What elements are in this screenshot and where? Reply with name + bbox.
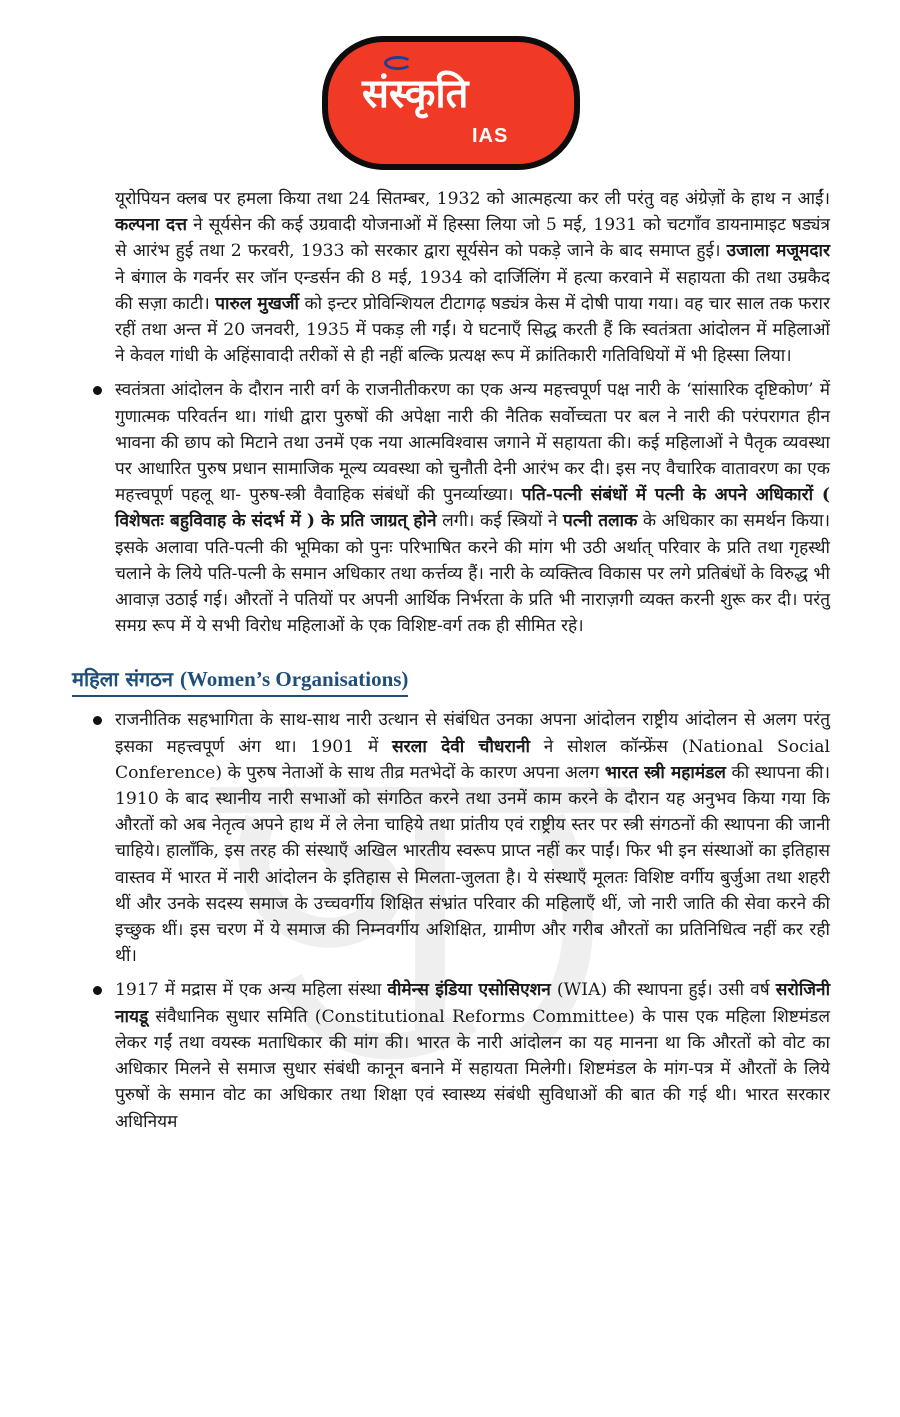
text-run: (WIA) की स्थापना हुई। उसी वर्ष	[550, 980, 776, 1001]
paragraph	[115, 186, 830, 369]
document-body	[0, 186, 900, 1143]
text-run: ने सोशल कॉन्फ्रेंस (National Social Conference) के पुरुष नेताओं के साथ तीव्र मतभेदों के कारण अपना अलग	[115, 736, 830, 783]
bold-term: भारत स्त्री महामंडल	[604, 762, 726, 783]
text-run: ने सूर्यसेन की कई उग्रवादी योजनाओं में हिस्सा लिया जो 5 मई, 1931 को चटगाँव डायनामाइट षड्यंत्र से आरंभ हुई तथा 2 फरवरी, 1933 को सरकार द्वारा सूर्यसेन को पकड़े जाने के बाद समाप्त हुई।	[115, 215, 830, 262]
logo-name: संस्कृति	[362, 71, 469, 117]
bullet-paragraph	[115, 977, 830, 1134]
section-heading-english: (Women’s Organisations)	[179, 667, 409, 692]
text-run: लगी। कई स्त्रियों ने	[436, 511, 564, 532]
intro-paragraphs	[0, 186, 900, 639]
bullet-paragraph	[115, 377, 830, 639]
bullet-paragraph	[115, 707, 830, 969]
section-heading-hindi: महिला संगठन	[72, 667, 180, 692]
text-run: की स्थापना की। 1910 के बाद स्थानीय नारी सभाओं को संगठित करने तथा उनमें काम करने के दौरान यह अनुभव किया गया कि औरतों को अब नेतृत्व अपने हाथ में ले लेना चाहिये तथा प्रांतीय एवं राष्ट्रीय स्तर पर स्त्री संगठनों की स्थापना की जानी चाहिये। हालाँकि, इस तरह की संस्थाएँ अखिल भारतीय स्वरूप प्राप्त नहीं कर पाईं। फिर भी इन संस्थाओं का इतिहास वास्तव में भारत में नारी आंदोलन के इतिहास से मिलता-जुलता है। ये संस्थाएँ मूलतः विशिष्ट वर्गीय बुर्जुआ तथा शहरी थीं और उनके सदस्य समाज के उच्चवर्गीय शिक्षित संभ्रांत परिवार की महिलाएँ थीं, जो नारी जाति की सेवा करने की इच्छुक थीं। इस चरण में ये समाज की निम्नवर्गीय अशिक्षित, ग्रामीण और गरीब औरतों का प्रतिनिधित्व नहीं कर रही थीं।	[115, 762, 830, 967]
bullet-icon	[93, 386, 102, 395]
text-run: संवैधानिक सुधार समिति (Constitutional Reforms Committee) के पास एक महिला शिष्टमंडल लेकर गईं तथा वयस्क मताधिकार की मांग की। भारत के नारी आंदोलन का यह मानना था कि औरतों को वोट का अधिकार मिलने से समाज सुधार संबंधी कानून बनाने में सहायता मिलेगी। शिष्टमंडल के मांग-पत्र में औरतों के लिये पुरुषों के समान वोट का अधिकार तथा शिक्षा एवं स्वास्थ्य संबंधी सुविधाओं की बात की गई थी। भारत सरकार अधिनियम	[115, 1006, 830, 1132]
text-run: के अधिकार का समर्थन किया। इसके अलावा पति-पत्नी की भूमिका को पुनः परिभाषित करने की मांग भी उठी अर्थात् परिवार के प्रति तथा गृहस्थी चलाने के लिये पति-पत्नी के समान अधिकार तथा कर्त्तव्य हैं। नारी के व्यक्तित्व विकास पर लगे प्रतिबंधों के विरुद्ध भी आवाज़ उठाई गई। औरतों ने पतियों पर अपनी आर्थिक निर्भरता के प्रति भी नाराज़गी व्यक्त करनी शुरू कर दी। परंतु समग्र रूप में ये सभी विरोध महिलाओं के एक विशिष्ट-वर्ग तक ही सीमित रहे।	[115, 511, 830, 637]
text-run: यूरोपियन क्लब पर हमला किया तथा 24 सितम्बर, 1932 को आत्महत्या कर ली परंतु वह अंग्रेज़ों के हाथ न आईं।	[115, 189, 830, 209]
bullet-icon	[93, 716, 102, 725]
bold-term: पति-पत्नी संबंधों में पत्नी के अपने अधिकारों ( विशेषतः बहुविवाह के संदर्भ में ) के प्रति जाग्रत् होने	[115, 485, 830, 532]
section-heading	[72, 665, 408, 697]
bullet-icon	[93, 986, 102, 995]
text-run: राजनीतिक सहभागिता के साथ-साथ नारी उत्थान से संबंधित उनका अपना आंदोलन राष्ट्रीय आंदोलन से अलग परंतु इसका महत्त्वपूर्ण अंग था। 1901 में	[115, 710, 830, 757]
text-run: स्वतंत्रता आंदोलन के दौरान नारी वर्ग के राजनीतीकरण का एक अन्य महत्त्वपूर्ण पक्ष नारी के ‘सांसारिक दृष्टिकोण’ में गुणात्मक परिवर्तन था। गांधी द्वारा पुरुषों की अपेक्षा नारी की नैतिक सर्वोच्चता पर बल ने नारी की परंपरागत हीन भावना की छाप को मिटाने तथा उनमें एक नया आत्मविश्वास जगाने में सहायता की। कई महिलाओं ने पैतृक व्यवस्था पर आधारित पुरुष प्रधान सामाजिक मूल्य व्यवस्था को चुनौती देनी आरंभ कर दी। इस नए वैचारिक वातावरण का एक महत्त्वपूर्ण पहलू था- पुरुष-स्त्री वैवाहिक संबंधों की पुनर्व्याख्या।	[115, 380, 830, 506]
bold-term: सरला देवी चौधरानी	[392, 736, 530, 757]
text-run: को इन्टर प्रोविन्शियल टीटागढ़ षड्यंत्र केस में दोषी पाया गया। वह चार साल तक फरार रहीं तथा अन्त में 20 जनवरी, 1935 में पकड़ ली गईं। ये घटनाएँ सिद्ध करती हैं कि स्वतंत्रता आंदोलन में महिलाओं ने केवल गांधी के अहिंसावादी तरीकों से ही नहीं बल्कि प्रत्यक्ष रूप में क्रांतिकारी गतिविधियों में भी हिस्सा लिया।	[115, 293, 831, 367]
logo-swirl-icon	[384, 56, 412, 70]
text-run: ने बंगाल के गवर्नर सर जॉन एन्डर्सन की 8 मई, 1934 को दार्जिलिंग में हत्या करवाने में सहायता की तथा उम्रकैद की सज़ा काटी।	[115, 267, 830, 314]
bold-term: पत्नी तलाक	[563, 511, 638, 532]
section-paragraphs	[0, 707, 900, 1134]
text-run: 1917 में मद्रास में एक अन्य महिला संस्था	[115, 980, 388, 1001]
bold-term: वीमेन्स इंडिया एसोसिएशन	[387, 980, 551, 1001]
bold-term: पारुल मुखर्जी	[215, 293, 299, 314]
logo-suffix: IAS	[472, 125, 509, 147]
bold-term: कल्पना दत्त	[115, 215, 187, 236]
bold-term: उजाला मजूमदार	[726, 241, 830, 262]
logo	[322, 36, 580, 170]
bold-term: सरोजिनी नायडू	[115, 980, 831, 1027]
